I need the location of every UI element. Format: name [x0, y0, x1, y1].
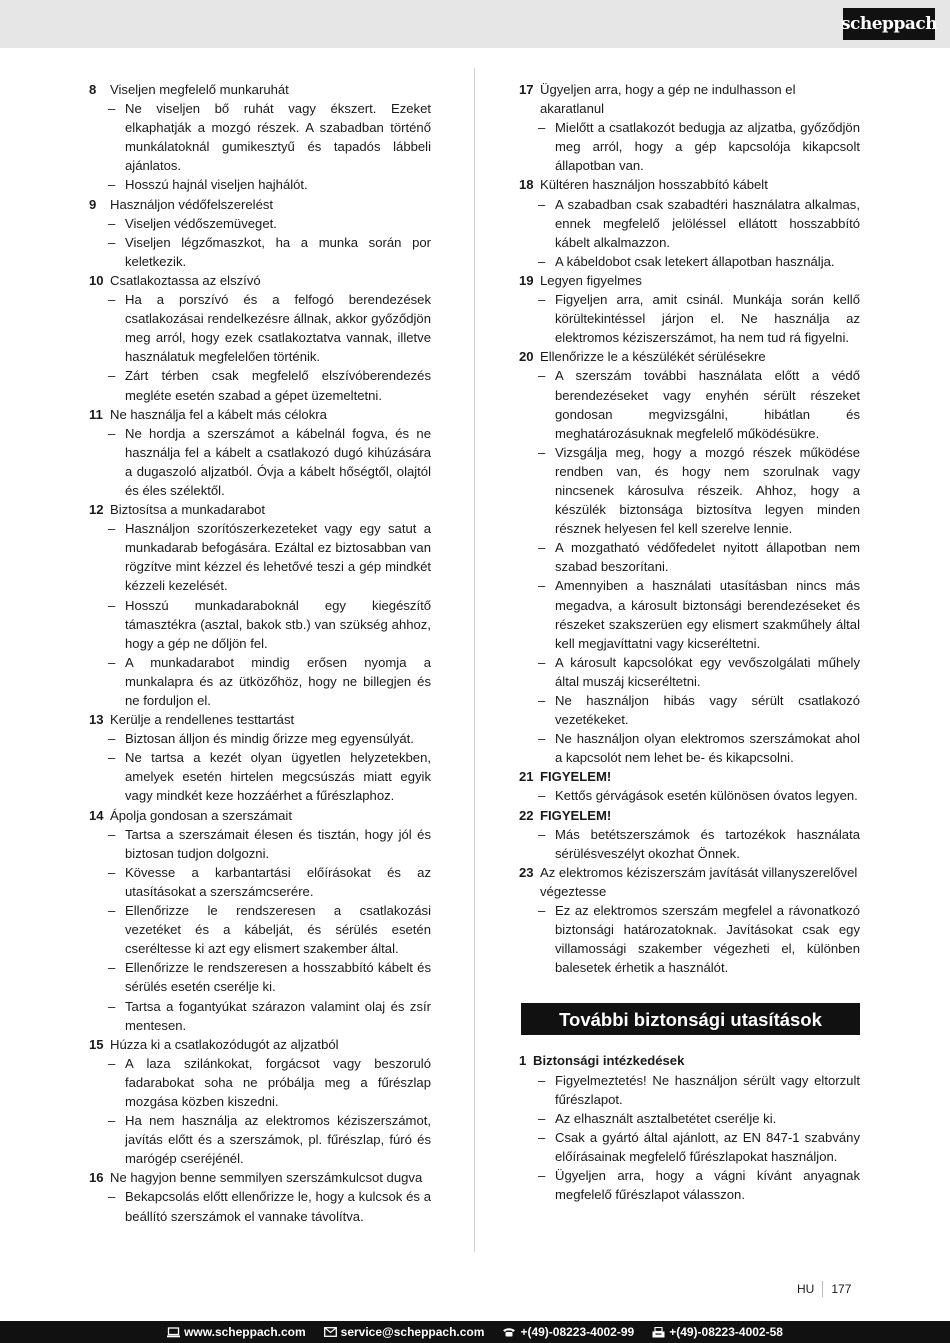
sub-item-text: Ne tartsa a kezét olyan ügyetlen helyzetekben, amelyek esetén hirtelen megcsúszás miatt egyik vagy mindkét keze hozzáérhet a fűrészlaphoz.	[125, 750, 431, 804]
item-title: Kerülje a rendellenes testtartást	[110, 712, 295, 728]
sub-item-text: Bekapcsolás előtt ellenőrizze le, hogy a kulcsok és a beállító szerszámok el vannake távolítva.	[125, 1189, 431, 1224]
footer-phone-text: +(49)-08223-4002-99	[520, 1325, 635, 1339]
sub-item	[538, 443, 860, 538]
sub-item-text: Hosszú munkadaraboknál egy kiegészítő támasztékra (asztal, bakok stb.) van szükség ahhoz, hogy a gép ne dőljön fel.	[125, 597, 431, 651]
item-heading	[519, 347, 860, 366]
numbered-item	[89, 80, 431, 195]
item-number: 14	[89, 807, 104, 823]
item-number: 8	[89, 82, 97, 97]
dash-bullet: –	[538, 292, 546, 308]
sub-item-text: A szerszám további használata előtt a védő berendezéseket vagy enyhén sérült részeket gondosan megvizsgálni, hibátlan és meghatározásuknak megfelelő működésükre.	[555, 368, 860, 441]
numbered-item	[519, 863, 860, 978]
sub-item-text: Ügyeljen arra, hogy a vágni kívánt anyagnak megfelelő fűrészlapot válasszon.	[555, 1167, 860, 1203]
sub-item-text: Biztosan álljon és mindig őrizze meg egyensúlyát.	[125, 731, 414, 747]
item-title: Ellenőrizze le a készülékét sérülésekre	[540, 349, 766, 365]
item-title: Ne hagyjon benne semmilyen szerszámkulcsot dugva	[110, 1170, 423, 1186]
sub-item-text: Ne használjon olyan elektromos szerszámokat ahol a kapcsolót nem lehet be- és kikapcsolni.	[555, 731, 860, 766]
sub-item-text: Vizsgálja meg, hogy a mozgó részek működése rendben van, és hogy nem szorulnak vagy nincsenek károsulva részeik. Ahhoz, hogy a készülék biztonsága biztosítva legyen minden résznek helyesen fel kell szerelve lennie.	[555, 444, 860, 537]
item-title: Ne használja fel a kábelt más célokra	[110, 406, 327, 422]
dash-bullet: –	[108, 654, 116, 670]
item-heading	[89, 271, 431, 290]
column-divider	[474, 68, 475, 1252]
sub-item	[108, 99, 431, 175]
footer-fax-text: +(49)-08223-4002-58	[669, 1325, 783, 1339]
dash-bullet: –	[108, 1055, 116, 1071]
sub-item	[538, 538, 860, 576]
footer-phone[interactable]	[502, 1325, 634, 1339]
footer-bar	[0, 1321, 950, 1343]
footer-fax[interactable]	[652, 1325, 783, 1339]
right-column	[519, 80, 860, 1204]
numbered-item	[519, 806, 860, 863]
dash-bullet: –	[108, 1113, 116, 1129]
sub-item	[108, 366, 431, 404]
sub-list	[519, 1071, 860, 1205]
numbered-item	[519, 175, 860, 270]
sub-list	[519, 786, 860, 805]
sub-list	[89, 825, 431, 1035]
sub-item	[538, 252, 860, 271]
fax-icon	[652, 1327, 665, 1338]
item-number: 15	[89, 1036, 104, 1052]
item-title: Biztonsági intézkedések	[533, 1053, 685, 1069]
dash-bullet: –	[538, 1129, 546, 1145]
item-number: 16	[89, 1170, 104, 1186]
item-number: 23	[519, 864, 534, 880]
numbered-item	[89, 1168, 431, 1225]
sub-item-text: Ellenőrizze le rendszeresen a csatlakozási vezetéket és a kábelját, és sérülés esetén cseréltesse ki azt egy elismert szakember által.	[125, 903, 431, 957]
item-number: 18	[519, 177, 534, 193]
sub-list	[89, 424, 431, 500]
footer-email[interactable]	[324, 1325, 485, 1339]
sub-item	[538, 1166, 860, 1204]
sub-item	[108, 1187, 431, 1225]
dash-bullet: –	[538, 196, 546, 212]
sub-item	[538, 786, 860, 805]
sub-item	[538, 901, 860, 977]
sub-item	[108, 214, 431, 233]
sub-list	[519, 195, 860, 271]
section-heading: További biztonsági utasítások	[521, 1003, 860, 1035]
numbered-item	[519, 1051, 860, 1204]
page-number: 177	[831, 1282, 852, 1296]
sub-item-text: A mozgatható védőfedelet nyitott állapotban nem szabad beszorítani.	[555, 540, 860, 575]
sub-item-text: Ne használjon hibás vagy sérült csatlakozó vezetékeket.	[555, 693, 860, 728]
dash-bullet: –	[108, 903, 116, 919]
item-number: 11	[89, 406, 103, 422]
dash-bullet: –	[108, 864, 116, 880]
sub-item	[538, 366, 860, 442]
item-title: Ápolja gondosan a szerszámait	[110, 807, 292, 823]
footer-web[interactable]	[167, 1325, 306, 1339]
dash-bullet: –	[538, 120, 546, 136]
dash-bullet: –	[538, 788, 546, 804]
sub-item	[108, 175, 431, 194]
item-title: FIGYELEM!	[540, 807, 612, 823]
dash-bullet: –	[108, 750, 116, 766]
sub-item	[108, 596, 431, 653]
sub-item	[108, 424, 431, 500]
sub-item	[108, 958, 431, 996]
sub-item-text: A szabadban csak szabadtéri használatra alkalmas, ennek megfelelő jelöléssel ellátott hosszabbító kábelt alkalmazzon.	[555, 196, 860, 250]
item-title: FIGYELEM!	[540, 769, 612, 785]
sub-item	[108, 825, 431, 863]
item-title: Csatlakoztassa az elszívó	[110, 272, 261, 288]
dash-bullet: –	[108, 425, 116, 441]
sub-item-text: Ha a porszívó és a felfogó berendezések csatlakozásai rendelkezésre állnak, akkor győződjön meg arról, hogy ezek csatlakoztatva vannak, illetve használatuk megfelelően történik.	[125, 292, 431, 365]
item-title: Legyen figyelmes	[540, 272, 642, 288]
footer-web-text: www.scheppach.com	[184, 1325, 306, 1339]
page-number-box	[797, 1281, 851, 1297]
page-language: HU	[797, 1282, 815, 1296]
item-heading	[519, 806, 860, 825]
item-heading	[89, 405, 431, 424]
sub-item-text: A károsult kapcsolókat egy vevőszolgálati műhely által muszáj kicseréltetni.	[555, 654, 860, 689]
sub-item	[538, 691, 860, 729]
sub-item-text: Az elhasznált asztalbetétet cserélje ki.	[555, 1110, 777, 1126]
dash-bullet: –	[538, 253, 546, 269]
dash-bullet: –	[108, 1189, 116, 1205]
item-heading	[89, 500, 431, 519]
sub-item-text: Ez az elektromos szerszám megfelel a rávonatkozó biztonsági határozatoknak. Javításokat csak egy villamossági szakember végezheti el, különben balesetek érhetik a használót.	[555, 903, 860, 976]
sub-item	[538, 1109, 860, 1128]
sub-item	[538, 195, 860, 252]
sub-item-text: Viseljen védőszemüveget.	[125, 215, 277, 231]
dash-bullet: –	[108, 215, 116, 231]
sub-item-text: Kettős gérvágások esetén különösen óvatos legyen.	[555, 788, 858, 804]
sub-item-text: A laza szilánkokat, forgácsot vagy beszoruló fadarabokat soha ne próbálja meg a fűrészlap mozgása közben kiszedni.	[125, 1055, 431, 1109]
sub-item	[108, 863, 431, 901]
dash-bullet: –	[538, 444, 546, 460]
dash-bullet: –	[538, 731, 546, 747]
dash-bullet: –	[538, 654, 546, 670]
item-number: 22	[519, 807, 534, 823]
footer-email-text: service@scheppach.com	[340, 1325, 485, 1339]
numbered-item	[89, 500, 431, 710]
sub-item	[538, 1128, 860, 1166]
brand-logo: scheppach	[843, 8, 935, 40]
sub-item	[108, 290, 431, 366]
sub-item-text: Hosszú hajnál viseljen hajhálót.	[125, 177, 308, 193]
item-title: Ügyeljen arra, hogy a gép ne indulhasson el akaratlanul	[540, 82, 796, 117]
item-number: 10	[89, 272, 104, 288]
dash-bullet: –	[108, 234, 116, 250]
computer-icon	[167, 1327, 180, 1338]
dash-bullet: –	[538, 693, 546, 708]
item-heading	[89, 195, 431, 214]
sub-list	[89, 1187, 431, 1225]
sub-item	[538, 653, 860, 691]
sub-list	[89, 290, 431, 405]
sub-item	[108, 233, 431, 271]
sub-item	[108, 1111, 431, 1168]
item-heading	[519, 175, 860, 194]
item-number: 17	[519, 82, 534, 97]
sub-item	[108, 748, 431, 805]
sub-item	[538, 290, 860, 347]
dash-bullet: –	[108, 368, 116, 384]
dash-bullet: –	[538, 368, 546, 384]
dash-bullet: –	[108, 177, 116, 193]
sub-item	[108, 1054, 431, 1111]
dash-bullet: –	[108, 521, 116, 537]
dash-bullet: –	[108, 101, 116, 117]
item-title: Biztosítsa a munkadarabot	[110, 502, 266, 518]
item-number: 20	[519, 349, 534, 365]
dash-bullet: –	[538, 1110, 546, 1126]
left-column	[89, 80, 431, 1226]
numbered-item	[519, 80, 860, 175]
item-heading	[89, 80, 431, 99]
sub-list	[89, 519, 431, 710]
numbered-item	[89, 806, 431, 1035]
sub-item-text: Más betétszerszámok és tartozékok használata sérülésveszélyt okozhat Önnek.	[555, 826, 860, 861]
sub-item	[108, 653, 431, 710]
dash-bullet: –	[108, 826, 116, 842]
sub-item	[108, 997, 431, 1035]
sub-item-text: Ha nem használja az elektromos kéziszerszámot, javítás előtt és a szerszámok, pl. fűrészlap, fúró és marógép cseréjénél.	[125, 1113, 431, 1167]
item-title: Az elektromos kéziszerszám javítását villanyszerelővel végeztesse	[540, 864, 858, 899]
sub-item-text: Csak a gyártó által ajánlott, az EN 847-1 szabvány előírásainak megfelelő fűrészlapokat használjon.	[555, 1129, 860, 1164]
item-title: Használjon védőfelszerelést	[110, 196, 274, 212]
sub-item-text: Ne hordja a szerszámot a kábelnál fogva, és ne használja fel a kábelt a csatlakozó dugó kihúzására a dugaszoló aljzatból. Óvja a kábelt hőségtől, olajtól és éles szélektől.	[125, 425, 431, 498]
sub-item-text: Tartsa a szerszámait élesen és tisztán, hogy jól és biztosan tudjon dolgozni.	[125, 826, 431, 861]
phone-icon	[502, 1327, 516, 1337]
item-heading	[519, 271, 860, 290]
sub-item-text: Mielőtt a csatlakozót bedugja az aljzatba, győződjön meg arról, hogy a gép kapcsolója kikapcsolt állapotban van.	[555, 120, 860, 174]
sub-item-text: Kövesse a karbantartási előírásokat és az utasításokat a szerszámcserére.	[125, 864, 431, 899]
numbered-item	[519, 347, 860, 767]
item-number: 13	[89, 712, 104, 728]
item-heading	[519, 863, 860, 901]
sub-item	[108, 519, 431, 595]
sub-item-text: Zárt térben csak megfelelő elszívóberendezés megléte esetén szabad a gépet üzemeltetni.	[125, 368, 431, 403]
numbered-item	[89, 405, 431, 500]
item-heading	[519, 1051, 860, 1070]
dash-bullet: –	[538, 578, 546, 594]
sub-list	[519, 118, 860, 175]
dash-bullet: –	[108, 597, 116, 613]
item-heading	[519, 767, 860, 786]
sub-item-text: Ne viseljen bő ruhát vagy ékszert. Ezeket elkaphatják a mozgó részek. A szabadban történő munkálatoknál gumikesztyű és tapadós lábbeli ajánlatos.	[125, 101, 431, 174]
sub-item-text: Figyelmeztetés! Ne használjon sérült vagy eltorzult fűrészlapot.	[555, 1072, 860, 1107]
dash-bullet: –	[538, 826, 546, 842]
item-number: 9	[89, 196, 97, 212]
sub-item	[108, 729, 431, 748]
sub-item-text: Ellenőrizze le rendszeresen a hosszabbító kábelt és sérülés esetén cserélje ki.	[125, 960, 431, 995]
numbered-item	[89, 271, 431, 405]
sub-item	[538, 576, 860, 652]
sub-item-text: A munkadarabot mindig erősen nyomja a munkalapra és az ütközőhöz, hogy ne billegjen és ne forduljon el.	[125, 654, 431, 708]
dash-bullet: –	[108, 731, 116, 747]
dash-bullet: –	[538, 540, 546, 556]
numbered-item	[89, 710, 431, 805]
sub-item-text: Használjon szorítószerkezeteket vagy egy satut a munkadarab befogására. Ezáltal ez biztosabban van rögzítve mint kézzel és lehetővé teszi a gép mindkét kézzeli kezelését.	[125, 521, 431, 594]
item-heading	[89, 806, 431, 825]
sub-item	[538, 825, 860, 863]
sub-list	[519, 366, 860, 767]
item-title: Húzza ki a csatlakozódugót az aljzatból	[110, 1036, 339, 1052]
sub-list	[89, 99, 431, 194]
sub-item-text: A kábeldobot csak letekert állapotban használja.	[555, 253, 835, 269]
item-heading	[89, 1168, 431, 1187]
dash-bullet: –	[538, 903, 546, 919]
item-number: 1	[519, 1053, 527, 1069]
sub-list	[89, 1054, 431, 1169]
item-number: 21	[519, 769, 534, 785]
dash-bullet: –	[108, 292, 116, 308]
envelope-icon	[324, 1327, 337, 1337]
sub-item-text: Amennyiben a használati utasításban nincs más megadva, a károsult biztonsági berendezéseket és részeket szakszerüen egy elismert szakműhely által kell megjavíttatni vagy kicseréltetni.	[555, 578, 860, 651]
sub-item-text: Figyeljen arra, amit csinál. Munkája során kellő körültekintéssel járjon el. Ne használja az elektromos kéziszerszámot, ha nem tud rá figyelni.	[555, 292, 860, 346]
item-heading	[89, 1035, 431, 1054]
dash-bullet: –	[538, 1167, 546, 1183]
page-number-separator	[822, 1281, 823, 1297]
item-heading	[89, 710, 431, 729]
header-bar	[0, 0, 950, 48]
item-title: Viseljen megfelelő munkaruhát	[110, 82, 289, 97]
item-number: 19	[519, 272, 534, 288]
sub-item	[538, 1071, 860, 1109]
numbered-item	[519, 767, 860, 805]
sub-list	[89, 729, 431, 805]
dash-bullet: –	[108, 960, 116, 976]
sub-list	[519, 901, 860, 977]
sub-item	[538, 118, 860, 175]
dash-bullet: –	[108, 998, 116, 1014]
sub-item-text: Viseljen légzőmaszkot, ha a munka során por keletkezik.	[125, 234, 431, 269]
sub-list	[519, 825, 860, 863]
sub-list	[89, 214, 431, 271]
item-heading	[519, 80, 860, 118]
numbered-item	[89, 195, 431, 271]
sub-item-text: Tartsa a fogantyúkat szárazon valamint olaj és zsír mentesen.	[125, 998, 431, 1033]
numbered-item	[519, 271, 860, 347]
item-title: Kültéren használjon hosszabbító kábelt	[540, 177, 768, 193]
sub-item	[108, 901, 431, 958]
dash-bullet: –	[538, 1072, 546, 1088]
item-number: 12	[89, 502, 104, 518]
numbered-item	[89, 1035, 431, 1169]
sub-list	[519, 290, 860, 347]
sub-item	[538, 729, 860, 767]
